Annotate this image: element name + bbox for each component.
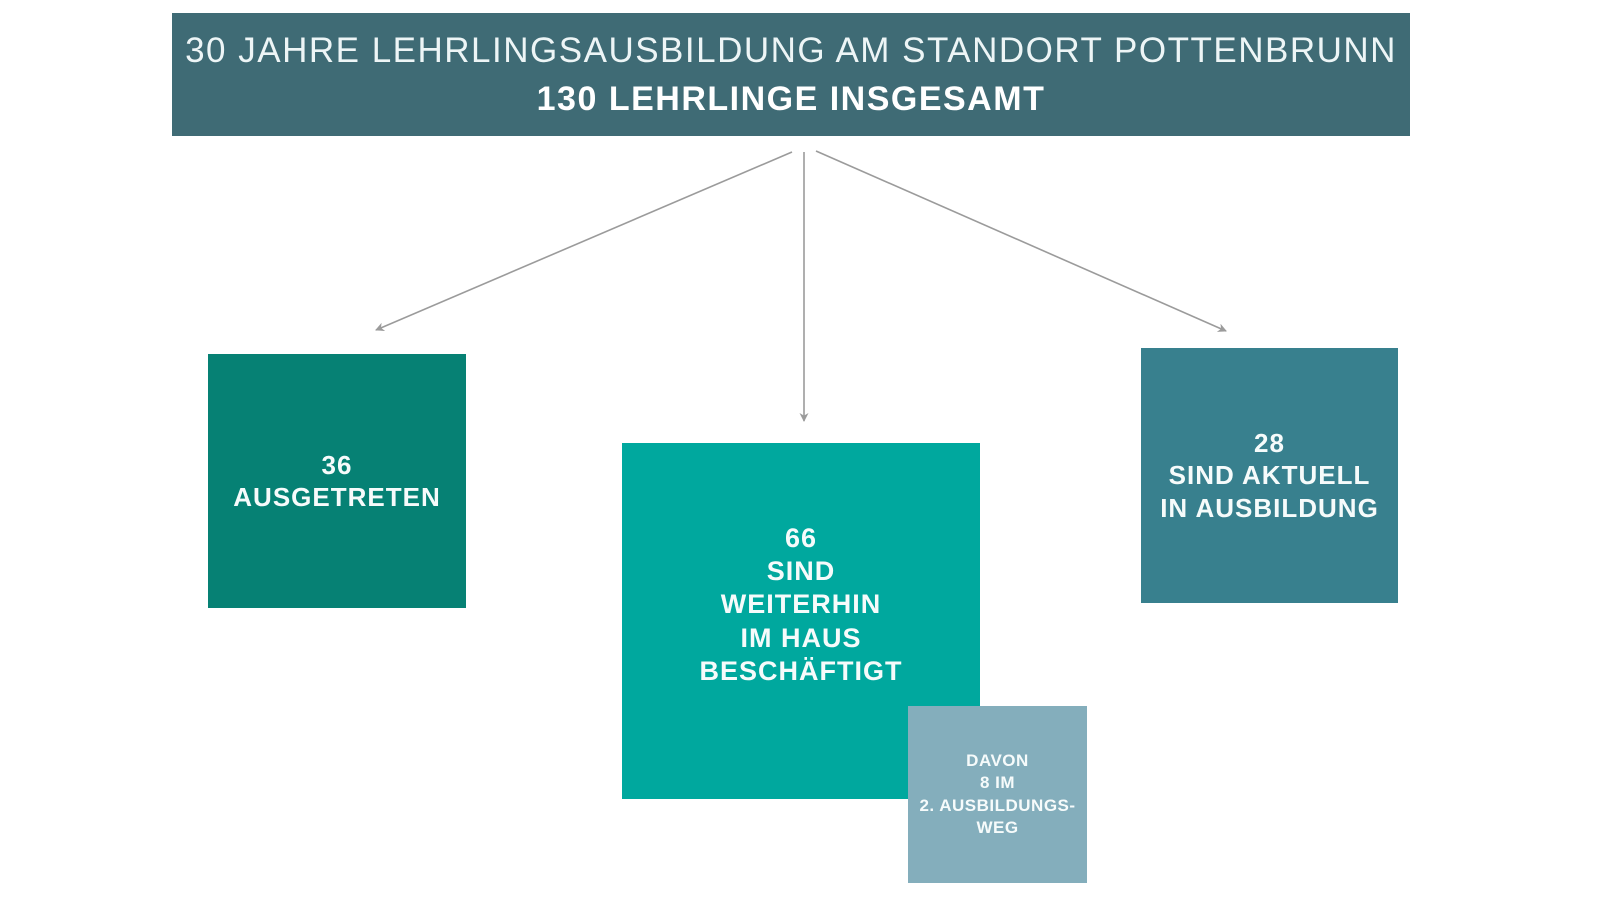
node-davon-label-1: DAVON — [966, 751, 1029, 771]
node-ausgetreten — [208, 354, 466, 608]
node-weiterhin-label-4: BESCHÄFTIGT — [699, 655, 903, 686]
header-banner — [172, 13, 1410, 136]
node-weiterhin-value: 66 — [784, 522, 818, 553]
header-subtitle-total: 130 LEHRLINGE INSGESAMT — [536, 79, 1046, 118]
node-ausgetreten-label: AUSGETRETEN — [233, 482, 441, 512]
header-title: 30 JAHRE LEHRLINGSAUSBILDUNG AM STANDORT POTTENBRUNN — [185, 30, 1397, 70]
arrow-left — [376, 152, 792, 330]
node-davon-label-2: 8 IM — [979, 773, 1016, 793]
arrow-right — [816, 151, 1226, 331]
node-weiterhin-label-2: WEITERHIN — [720, 589, 882, 620]
node-davon-text — [919, 750, 1075, 838]
node-aktuell-text — [1160, 427, 1379, 525]
node-davon-zweiter-ausbildungsweg — [908, 706, 1087, 883]
node-weiterhin-label-1: SIND — [766, 556, 836, 587]
node-weiterhin-text — [700, 522, 903, 688]
node-aktuell-value: 28 — [1254, 427, 1285, 458]
node-ausgetreten-text — [233, 449, 440, 514]
node-davon-label-3: 2. AUSBILDUNGS- — [919, 795, 1076, 815]
node-aktuell-label-1: SIND AKTUELL — [1168, 460, 1371, 491]
node-aktuell-label-2: IN AUSBILDUNG — [1160, 492, 1379, 523]
node-aktuell-in-ausbildung — [1141, 348, 1398, 603]
node-weiterhin-label-3: IM HAUS — [740, 622, 862, 653]
node-davon-label-4: WEG — [976, 817, 1019, 837]
node-ausgetreten-value: 36 — [321, 449, 353, 480]
